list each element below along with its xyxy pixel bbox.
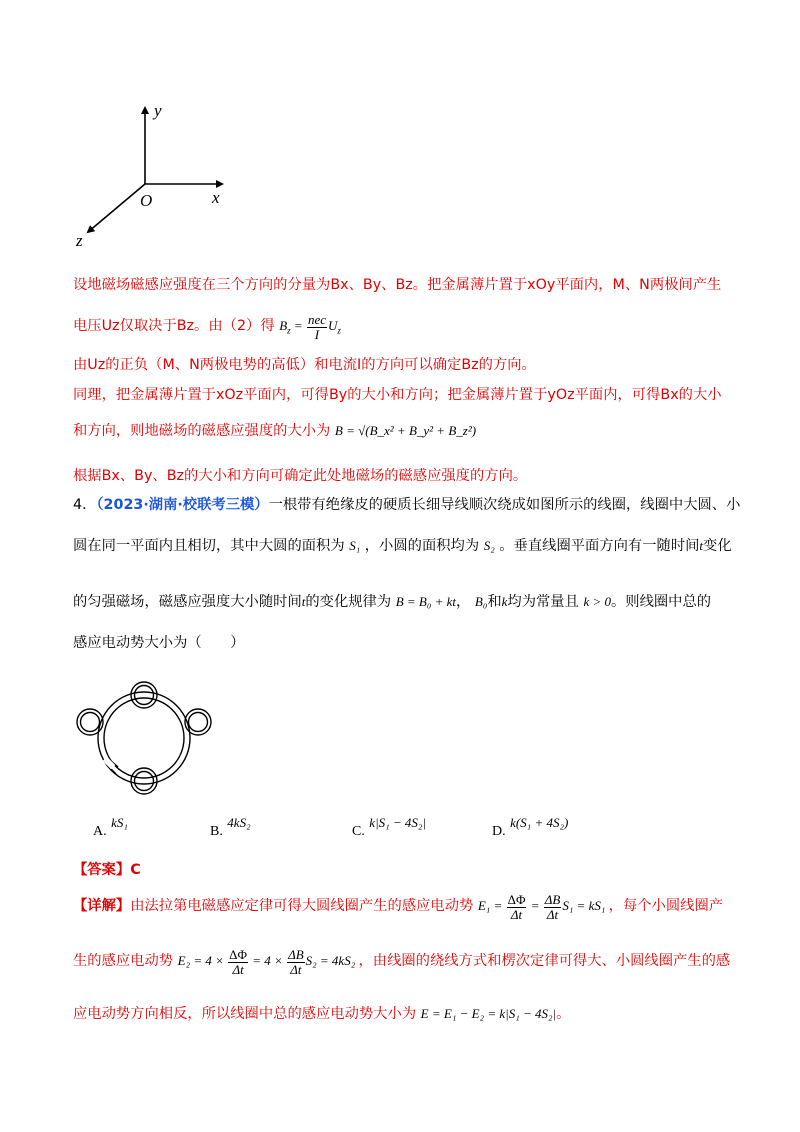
axis-x-label: x	[212, 188, 220, 207]
option-a-expr: kS₁	[111, 815, 128, 830]
prev-line-2-text: 电压Uz仅取决于Bz。由（2）得	[73, 318, 275, 335]
q4-line-2: 圆在同一平面内且相切，其中大圆的面积为 S₁ ，小圆的面积均为 S₂ 。垂直线圈平面方向有一随时间t变化	[73, 538, 732, 554]
formula-e1: E₁ = $\frac{\Delta\Phi}{\Delta t}$ = $\frac{\Delta B}{\Delta t}$ S₁ = kS₁	[477, 892, 606, 922]
option-d-expr: k(S₁ + 4S₂)	[510, 815, 569, 830]
symbol-s2: S₂	[483, 538, 495, 553]
answer-line	[73, 859, 141, 879]
formula-b-magnitude: B = √(B_x² + B_y² + B_z²)	[334, 423, 477, 438]
axis-origin-label: O	[140, 191, 153, 210]
prev-line-5	[73, 420, 476, 440]
prev-line-6: 根据Bx、By、Bz的大小和方向可确定此处地磁场的磁感应强度的方向。	[73, 468, 528, 484]
option-d[interactable]: D. k(S₁ + 4S₂)	[492, 815, 569, 839]
answer-label: 【答案】	[73, 862, 131, 878]
prev-line-4: 同理，把金属薄片置于xOz平面内，可得By的大小和方向；把金属薄片置于yOz平面内，可得Bx的大小	[73, 387, 722, 403]
formula-e-total: E = E₁ − E₂ = k|S₁ − 4S₂|	[420, 1006, 557, 1021]
q4-line-1	[73, 494, 740, 514]
formula-bz: $B_z$ = $\frac{\text{nec}}{I}$ $U_z$	[279, 312, 341, 342]
q4-line-4: 感应电动势大小为（ ）	[73, 635, 245, 651]
question-source: （2023·湖南·校联考三模）	[96, 497, 269, 513]
coordinate-axes-figure	[70, 100, 250, 255]
axis-y-label: y	[154, 101, 162, 120]
symbol-s1: S₁	[349, 538, 361, 553]
prev-line-1: 设地磁场磁感应强度在三个方向的分量为Bx、By、Bz。把金属薄片置于xOy平面内，M、N两极间产生	[73, 277, 722, 293]
option-a[interactable]: A. kS₁	[93, 815, 128, 839]
formula-e2: E₂ = 4 × $\frac{\Delta\Phi}{\Delta t}$ = 4 × $\frac{\Delta B}{\Delta t}$ S₂ = 4kS₂	[177, 947, 356, 977]
axis-z-label: z	[76, 231, 83, 250]
detail-line-2: 生的感应电动势 E₂ = 4 × $\frac{\Delta\Phi}{\Delta t}$ = 4 × $\frac{\Delta B}{\Delta t}$ S₂ = 4kS₂ ，由线圈的绕线方式和楞次定律可得大、小圆线圈产生的感	[73, 947, 731, 977]
option-b-expr: 4kS₂	[227, 815, 251, 830]
prev-line-5-text: 和方向，则地磁场的磁感应强度的大小为	[73, 423, 331, 439]
option-c[interactable]: C. k|S₁ − 4S₂|	[352, 815, 427, 839]
option-b[interactable]: B. 4kS₂	[210, 815, 251, 839]
answer-value: C	[130, 862, 141, 878]
prev-line-2	[73, 313, 341, 341]
detail-line-1: 【详解】由法拉第电磁感应定律可得大圆线圈产生的感应电动势 E₁ = $\frac{\Delta\Phi}{\Delta t}$ = $\frac{\Delta B}{\Delta t}$ S₁ = kS₁ ，每个小圆线圈产	[73, 892, 724, 922]
coil-figure	[70, 680, 220, 805]
prev-line-3: 由Uz的正负（M、N两极电势的高低）和电流I的方向可以确定Bz的方向。	[73, 357, 536, 373]
detail-line-3: 应电动势方向相反，所以线圈中总的感应电动势大小为 E = E₁ − E₂ = k|S₁ − 4S₂|。	[73, 1006, 571, 1022]
formula-k-condition: k > 0	[583, 594, 611, 609]
option-c-expr: k|S₁ − 4S₂|	[369, 815, 427, 830]
q4-text-1: 一根带有绝缘皮的硬质长细导线顺次绕成如图所示的线圈，线圈中大圆、小	[268, 497, 741, 513]
detail-label: 【详解】	[73, 898, 131, 915]
formula-b-law: B = B₀ + kt	[395, 594, 457, 609]
question-number: 4．	[73, 497, 97, 513]
q4-line-3: 的匀强磁场，磁感应强度大小随时间t的变化规律为 B = B₀ + kt， B₀和k均为常量且 k > 0。则线圈中总的	[73, 594, 712, 610]
